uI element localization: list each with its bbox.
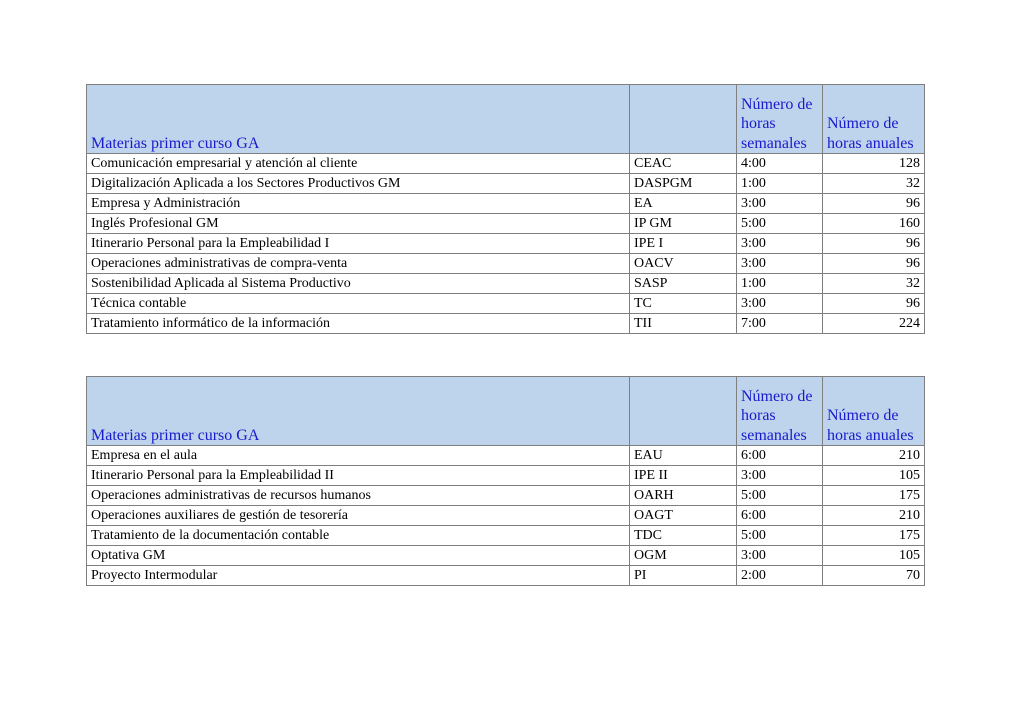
annual-hours-cell: 105 bbox=[823, 466, 925, 486]
weekly-hours-cell: 4:00 bbox=[737, 154, 823, 174]
weekly-hours-cell: 3:00 bbox=[737, 466, 823, 486]
table-row bbox=[87, 546, 925, 566]
header-subject: Materias primer curso GA bbox=[87, 85, 630, 154]
subject-cell: Operaciones administrativas de compra-venta bbox=[87, 254, 630, 274]
table-row bbox=[87, 254, 925, 274]
subject-cell: Operaciones administrativas de recursos humanos bbox=[87, 486, 630, 506]
weekly-hours-cell: 5:00 bbox=[737, 526, 823, 546]
annual-hours-cell: 32 bbox=[823, 274, 925, 294]
subject-cell: Inglés Profesional GM bbox=[87, 214, 630, 234]
code-cell: TC bbox=[630, 294, 737, 314]
table-row bbox=[87, 234, 925, 254]
annual-hours-cell: 175 bbox=[823, 486, 925, 506]
table-header-row bbox=[87, 377, 925, 446]
table-row bbox=[87, 526, 925, 546]
subject-cell: Optativa GM bbox=[87, 546, 630, 566]
table-row bbox=[87, 314, 925, 334]
subject-cell: Empresa en el aula bbox=[87, 446, 630, 466]
code-cell: DASPGM bbox=[630, 174, 737, 194]
code-cell: SASP bbox=[630, 274, 737, 294]
weekly-hours-cell: 1:00 bbox=[737, 174, 823, 194]
annual-hours-cell: 96 bbox=[823, 294, 925, 314]
table-row bbox=[87, 214, 925, 234]
weekly-hours-cell: 3:00 bbox=[737, 234, 823, 254]
weekly-hours-cell: 5:00 bbox=[737, 486, 823, 506]
code-cell: CEAC bbox=[630, 154, 737, 174]
table-row bbox=[87, 294, 925, 314]
weekly-hours-cell: 6:00 bbox=[737, 446, 823, 466]
table-row bbox=[87, 446, 925, 466]
annual-hours-cell: 105 bbox=[823, 546, 925, 566]
code-cell: OACV bbox=[630, 254, 737, 274]
weekly-hours-cell: 5:00 bbox=[737, 214, 823, 234]
second-course-table bbox=[86, 376, 925, 586]
table-row bbox=[87, 506, 925, 526]
table-row bbox=[87, 194, 925, 214]
code-cell: EAU bbox=[630, 446, 737, 466]
weekly-hours-cell: 6:00 bbox=[737, 506, 823, 526]
table-row bbox=[87, 486, 925, 506]
header-code bbox=[630, 377, 737, 446]
annual-hours-cell: 96 bbox=[823, 194, 925, 214]
weekly-hours-cell: 7:00 bbox=[737, 314, 823, 334]
subject-cell: Empresa y Administración bbox=[87, 194, 630, 214]
subject-cell: Itinerario Personal para la Empleabilidad I bbox=[87, 234, 630, 254]
weekly-hours-cell: 3:00 bbox=[737, 294, 823, 314]
subject-cell: Sostenibilidad Aplicada al Sistema Productivo bbox=[87, 274, 630, 294]
weekly-hours-cell: 2:00 bbox=[737, 566, 823, 586]
table-row bbox=[87, 274, 925, 294]
subject-cell: Tratamiento informático de la información bbox=[87, 314, 630, 334]
table-row bbox=[87, 174, 925, 194]
header-code bbox=[630, 85, 737, 154]
weekly-hours-cell: 3:00 bbox=[737, 194, 823, 214]
code-cell: PI bbox=[630, 566, 737, 586]
code-cell: TII bbox=[630, 314, 737, 334]
annual-hours-cell: 32 bbox=[823, 174, 925, 194]
code-cell: OGM bbox=[630, 546, 737, 566]
header-annual-hours: Número de horas anuales bbox=[823, 85, 925, 154]
subject-cell: Comunicación empresarial y atención al cliente bbox=[87, 154, 630, 174]
weekly-hours-cell: 3:00 bbox=[737, 546, 823, 566]
annual-hours-cell: 160 bbox=[823, 214, 925, 234]
annual-hours-cell: 96 bbox=[823, 254, 925, 274]
table-row bbox=[87, 566, 925, 586]
annual-hours-cell: 210 bbox=[823, 506, 925, 526]
weekly-hours-cell: 1:00 bbox=[737, 274, 823, 294]
subject-cell: Tratamiento de la documentación contable bbox=[87, 526, 630, 546]
code-cell: IP GM bbox=[630, 214, 737, 234]
header-weekly-hours: Número de horas semanales bbox=[737, 85, 823, 154]
code-cell: IPE II bbox=[630, 466, 737, 486]
header-annual-hours: Número de horas anuales bbox=[823, 377, 925, 446]
code-cell: IPE I bbox=[630, 234, 737, 254]
code-cell: EA bbox=[630, 194, 737, 214]
code-cell: TDC bbox=[630, 526, 737, 546]
weekly-hours-cell: 3:00 bbox=[737, 254, 823, 274]
annual-hours-cell: 96 bbox=[823, 234, 925, 254]
code-cell: OARH bbox=[630, 486, 737, 506]
subject-cell: Digitalización Aplicada a los Sectores Productivos GM bbox=[87, 174, 630, 194]
subject-cell: Proyecto Intermodular bbox=[87, 566, 630, 586]
annual-hours-cell: 224 bbox=[823, 314, 925, 334]
code-cell: OAGT bbox=[630, 506, 737, 526]
subject-cell: Itinerario Personal para la Empleabilidad II bbox=[87, 466, 630, 486]
header-weekly-hours: Número de horas semanales bbox=[737, 377, 823, 446]
table-header-row bbox=[87, 85, 925, 154]
table-row bbox=[87, 154, 925, 174]
table-row bbox=[87, 466, 925, 486]
annual-hours-cell: 128 bbox=[823, 154, 925, 174]
header-subject: Materias primer curso GA bbox=[87, 377, 630, 446]
annual-hours-cell: 70 bbox=[823, 566, 925, 586]
subject-cell: Operaciones auxiliares de gestión de tesorería bbox=[87, 506, 630, 526]
subject-cell: Técnica contable bbox=[87, 294, 630, 314]
annual-hours-cell: 210 bbox=[823, 446, 925, 466]
first-course-table bbox=[86, 84, 925, 334]
annual-hours-cell: 175 bbox=[823, 526, 925, 546]
